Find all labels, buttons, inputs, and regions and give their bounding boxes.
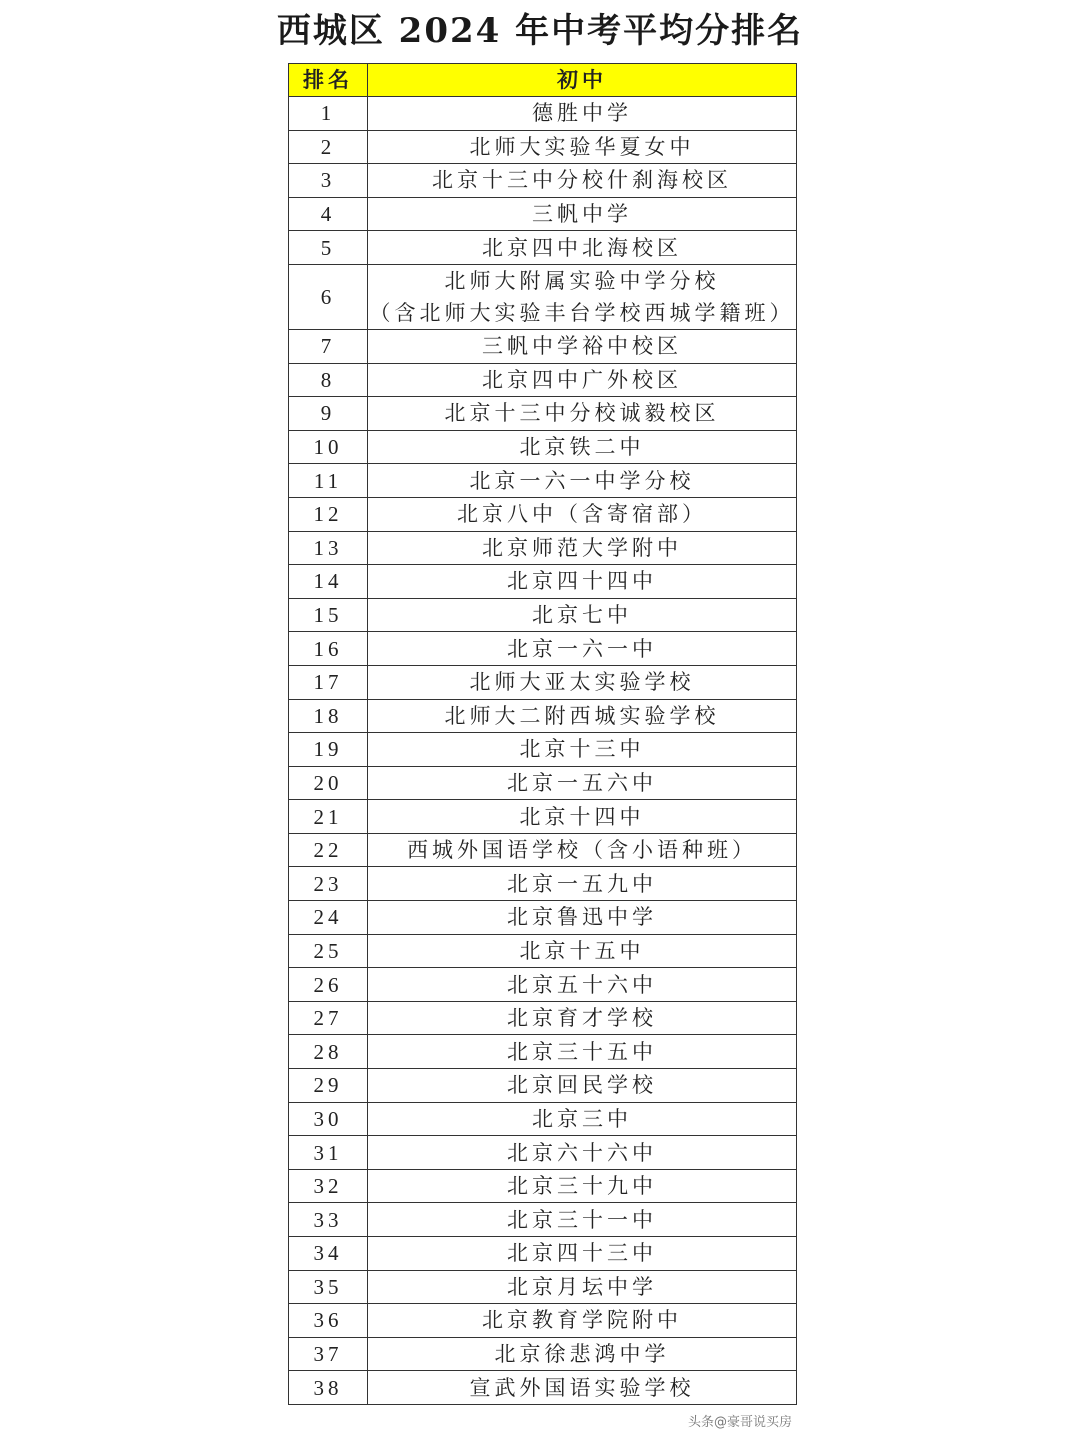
school-name: 北师大二附西城实验学校 [444, 703, 720, 728]
school-name: 北京十三中 [519, 737, 645, 762]
school-name: 北京七中 [532, 603, 632, 628]
watermark-text: 头条@豪哥说买房 [688, 1415, 793, 1430]
school-cell [368, 531, 797, 565]
table-row [289, 464, 797, 498]
school-cell [368, 130, 797, 164]
school-name: 北京徐悲鸿中学 [494, 1342, 670, 1367]
rank-cell: 13 [289, 531, 368, 565]
table-row [289, 867, 797, 901]
school-cell [368, 430, 797, 464]
rank-cell: 3 [289, 164, 368, 198]
school-cell [368, 665, 797, 699]
school-name: 北京一六一中 [507, 636, 657, 661]
school-name: 北京六十六中 [507, 1140, 657, 1165]
rank-cell: 18 [289, 699, 368, 733]
school-cell [368, 1069, 797, 1103]
rank-cell: 29 [289, 1069, 368, 1103]
school-cell [368, 497, 797, 531]
school-cell [368, 264, 797, 329]
school-cell [368, 1136, 797, 1170]
rank-cell: 37 [289, 1337, 368, 1371]
table-row [289, 968, 797, 1002]
school-name: 北师大亚太实验学校 [469, 670, 695, 695]
school-name: 北京师范大学附中 [482, 535, 682, 560]
rank-cell: 26 [289, 968, 368, 1002]
rank-cell: 6 [289, 264, 368, 329]
school-name: 北京鲁迅中学 [507, 905, 657, 930]
rank-cell: 24 [289, 901, 368, 935]
school-cell [368, 464, 797, 498]
school-cell [368, 1203, 797, 1237]
table-row [289, 934, 797, 968]
school-cell [368, 968, 797, 1002]
table-row [289, 632, 797, 666]
table-row [289, 1237, 797, 1271]
rank-cell: 32 [289, 1169, 368, 1203]
rank-cell: 19 [289, 733, 368, 767]
school-cell [368, 1035, 797, 1069]
school-name: 北京一六一中学分校 [469, 468, 695, 493]
rank-cell: 20 [289, 766, 368, 800]
table-row [289, 665, 797, 699]
table-row [289, 497, 797, 531]
school-cell [368, 901, 797, 935]
school-name: 北京十五中 [519, 938, 645, 963]
table-row [289, 699, 797, 733]
school-name: 三帆中学 [532, 202, 632, 227]
rank-cell: 28 [289, 1035, 368, 1069]
school-cell [368, 632, 797, 666]
rank-cell: 36 [289, 1304, 368, 1338]
school-name: 北京三十九中 [507, 1174, 657, 1199]
table-row [289, 164, 797, 198]
school-name: 北京教育学院附中 [482, 1308, 682, 1333]
rank-cell: 27 [289, 1001, 368, 1035]
school-cell [368, 1371, 797, 1405]
table-row [289, 1035, 797, 1069]
rank-cell: 31 [289, 1136, 368, 1170]
table-row [289, 565, 797, 599]
ranking-table [288, 63, 797, 1405]
school-cell [368, 800, 797, 834]
school-name: 北京月坛中学 [507, 1274, 657, 1299]
school-name: 北师大实验华夏女中 [469, 134, 695, 159]
table-row [289, 197, 797, 231]
rank-cell: 5 [289, 231, 368, 265]
school-cell [368, 867, 797, 901]
school-name: 德胜中学 [532, 101, 632, 126]
rank-cell: 8 [289, 363, 368, 397]
school-name: 北京一五六中 [507, 770, 657, 795]
rank-cell: 22 [289, 833, 368, 867]
table-row [289, 430, 797, 464]
rank-cell: 15 [289, 598, 368, 632]
table-row [289, 766, 797, 800]
rank-cell: 33 [289, 1203, 368, 1237]
rank-cell: 16 [289, 632, 368, 666]
table-row [289, 130, 797, 164]
school-cell [368, 699, 797, 733]
school-name: 北京十三中分校诚毅校区 [444, 401, 720, 426]
rank-cell: 34 [289, 1237, 368, 1271]
table-row [289, 598, 797, 632]
school-name: 北京三十五中 [507, 1039, 657, 1064]
school-name: 宣武外国语实验学校 [469, 1375, 695, 1400]
school-name: 三帆中学裕中校区 [482, 334, 682, 359]
rank-cell: 9 [289, 397, 368, 431]
rank-cell: 2 [289, 130, 368, 164]
school-cell [368, 598, 797, 632]
table-row [289, 1102, 797, 1136]
table-row [289, 1304, 797, 1338]
school-name: 北京五十六中 [507, 972, 657, 997]
school-cell [368, 1001, 797, 1035]
table-row [289, 733, 797, 767]
table-row [289, 231, 797, 265]
school-cell [368, 1270, 797, 1304]
table-header-row [289, 64, 797, 97]
school-name: 北京四十四中 [507, 569, 657, 594]
rank-cell: 11 [289, 464, 368, 498]
school-name: （含北师大实验丰台学校西城学籍班） [369, 300, 795, 325]
school-cell [368, 1237, 797, 1271]
school-cell [368, 363, 797, 397]
rank-cell: 30 [289, 1102, 368, 1136]
school-name: 北京四十三中 [507, 1241, 657, 1266]
school-name: 北京八中（含寄宿部） [457, 502, 707, 527]
school-name: 北京三中 [532, 1106, 632, 1131]
school-cell [368, 329, 797, 363]
rank-cell: 4 [289, 197, 368, 231]
rank-cell: 38 [289, 1371, 368, 1405]
table-row [289, 901, 797, 935]
rank-cell: 35 [289, 1270, 368, 1304]
table-row [289, 97, 797, 131]
table-row [289, 1337, 797, 1371]
table-row [289, 1136, 797, 1170]
school-name: 西城外国语学校（含小语种班） [407, 838, 757, 863]
header-school: 初中 [368, 64, 797, 97]
table-row [289, 1203, 797, 1237]
rank-cell: 25 [289, 934, 368, 968]
school-name: 北京一五九中 [507, 871, 657, 896]
table-row [289, 397, 797, 431]
table-row [289, 833, 797, 867]
school-name: 北京四中广外校区 [482, 367, 682, 392]
table-row [289, 329, 797, 363]
rank-cell: 14 [289, 565, 368, 599]
rank-cell: 10 [289, 430, 368, 464]
table-body [289, 97, 797, 1405]
rank-cell: 21 [289, 800, 368, 834]
school-cell [368, 766, 797, 800]
school-cell [368, 197, 797, 231]
page-title: 西城区 2024 年中考平均分排名 [276, 11, 804, 51]
table-row [289, 363, 797, 397]
school-cell [368, 934, 797, 968]
school-cell [368, 733, 797, 767]
school-name: 北京十三中分校什刹海校区 [432, 168, 732, 193]
school-cell [368, 1304, 797, 1338]
school-cell [368, 833, 797, 867]
rank-cell: 1 [289, 97, 368, 131]
school-name: 北京三十一中 [507, 1207, 657, 1232]
rank-cell: 23 [289, 867, 368, 901]
school-cell [368, 164, 797, 198]
school-name: 北京四中北海校区 [482, 235, 682, 260]
school-name: 北京回民学校 [507, 1073, 657, 1098]
table-row [289, 800, 797, 834]
school-cell [368, 1102, 797, 1136]
header-rank: 排名 [289, 64, 368, 97]
school-cell [368, 1169, 797, 1203]
school-cell [368, 565, 797, 599]
school-cell [368, 231, 797, 265]
table-row [289, 1371, 797, 1405]
rank-cell: 12 [289, 497, 368, 531]
school-cell [368, 97, 797, 131]
table-row [289, 264, 797, 329]
table-row [289, 1169, 797, 1203]
table-row [289, 531, 797, 565]
school-cell [368, 397, 797, 431]
table-row [289, 1069, 797, 1103]
school-name: 北京铁二中 [519, 435, 645, 460]
rank-cell: 7 [289, 329, 368, 363]
school-name: 北京育才学校 [507, 1006, 657, 1031]
table-row [289, 1270, 797, 1304]
rank-cell: 17 [289, 665, 368, 699]
school-cell [368, 1337, 797, 1371]
school-name: 北师大附属实验中学分校 [444, 268, 720, 293]
school-name: 北京十四中 [519, 804, 645, 829]
table-row [289, 1001, 797, 1035]
